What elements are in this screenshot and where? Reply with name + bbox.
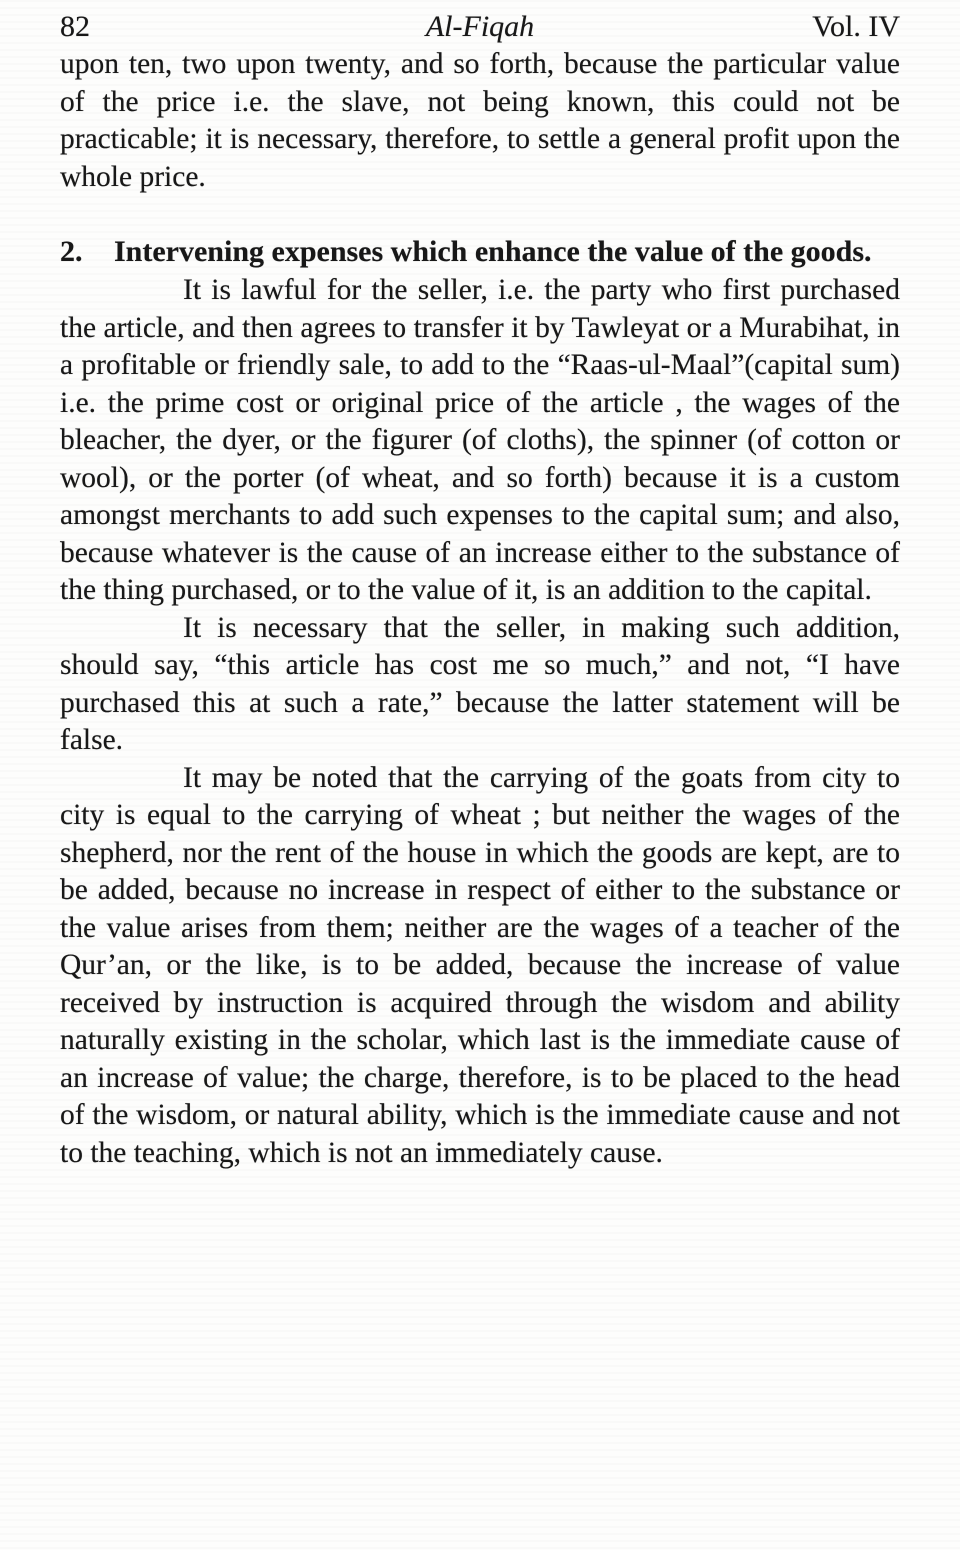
paragraph-continuation: upon ten, two upon twenty, and so forth, because the particular value of the price i.e. the slave, not being known, this could not be practicable; it is necessary, therefore, to settle a general profit upon the whole price. [60, 48, 900, 193]
paragraph-goats-wheat: It may be noted that the carrying of the goats from city to city is equal to the carrying of wheat ; but neither the wages of the shepherd, nor the rent of the house in which the goods are kept, are to be added, because no increase in respect of either to the substance or the value arises from them; neither are the wages of a teacher of the Qur’an, or the like, is to be added, because the increase of value received by instruction is acquired through the wisdom and ability naturally existing in the scholar, which last is the immediate cause of an increase of value; the charge, therefore, is to be placed to the head of the wisdom, or natural ability, which is the immediate cause and not to the teaching, which is not an immediately cause. [60, 761, 900, 1169]
page-number: 82 [60, 10, 90, 43]
running-header [60, 8, 900, 46]
paragraph-seller-statement: It is necessary that the seller, in making such addition, should say, “this article has cost me so much,” and not, “I have purchased this at such a rate,” because the latter statement will be false. [60, 611, 900, 756]
section-heading-text: Intervening expenses which enhance the value of the goods. [114, 235, 872, 268]
section-heading [60, 232, 900, 272]
paragraph-lawful-seller: It is lawful for the seller, i.e. the party who first purchased the article, and then agrees to transfer it by Tawleyat or a Murabihat, in a profitable or friendly sale, to add to the “Raas-ul-Maal”(capital sum) i.e. the prime cost or original price of the article , the wages of the bleacher, the dyer, or the figurer (of cloths), the spinner (of cotton or wool), or the porter (of wheat, and so forth) because it is a custom amongst merchants to add such expenses to the capital sum; and also, because whatever is the cause of an increase either to the substance of the thing purchased, or to the value of it, is an addition to the capital. [60, 274, 900, 606]
running-title: Al-Fiqah [425, 10, 535, 43]
section-number: 2. [60, 235, 83, 268]
volume-label: Vol. IV [812, 10, 900, 43]
